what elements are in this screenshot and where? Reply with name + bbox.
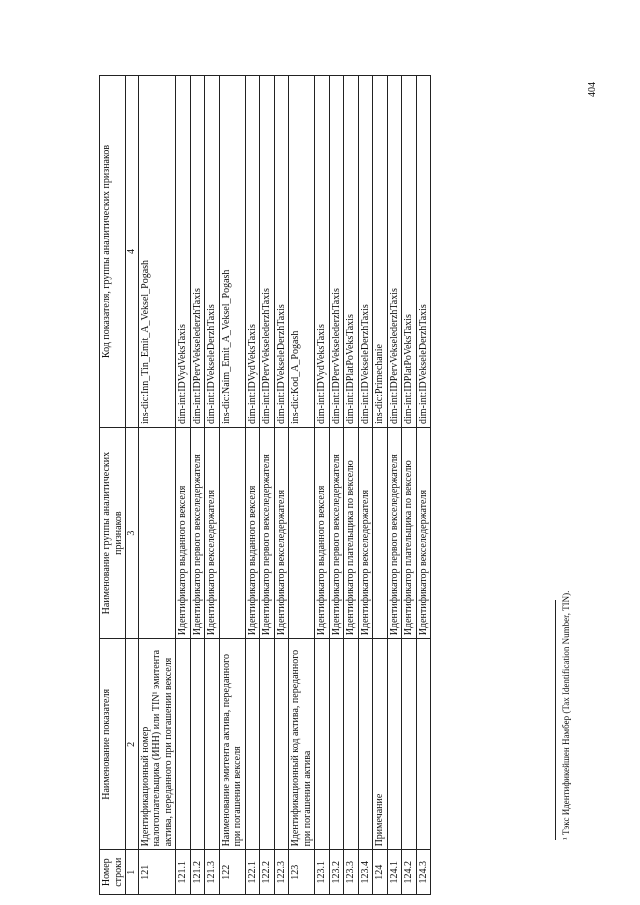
indicator-name: Примечание <box>373 639 388 850</box>
group-name: Идентификатор векселедержателя <box>274 428 289 639</box>
row-number: 122.1 <box>245 850 260 895</box>
indicator-code: dim-int:IDVekseleDerzhTaxis <box>274 76 289 428</box>
indicator-code: dim-int:IDPlatPoVeksTaxis <box>402 76 417 428</box>
row-number: 123.3 <box>344 850 359 895</box>
group-name: Идентификатор первого векселедержателя <box>190 428 205 639</box>
table-row <box>260 76 275 895</box>
group-name: Идентификатор первого векселедержателя <box>329 428 344 639</box>
row-number: 121 <box>138 850 176 895</box>
row-number: 121.2 <box>190 850 205 895</box>
group-name: Идентификатор выданного векселя <box>245 428 260 639</box>
col-index: 4 <box>126 76 139 428</box>
indicator-name: Наименование эмитента актива, переданного при погашении векселя <box>219 639 245 850</box>
indicator-code: dim-int:IDVekseleDerzhTaxis <box>358 76 373 428</box>
indicator-name <box>358 639 373 850</box>
col-index: 3 <box>126 428 139 639</box>
indicator-name: Идентификационный номер налогоплательщика (ИНН) или TIN¹ эмитента актива, переданного при погашении векселя <box>138 639 176 850</box>
indicator-code: ins-dic:Kod_A_Pogash <box>289 76 315 428</box>
group-name <box>219 428 245 639</box>
indicator-name <box>416 639 431 850</box>
group-name: Идентификатор выданного векселя <box>176 428 191 639</box>
group-name <box>138 428 176 639</box>
table-row <box>190 76 205 895</box>
row-number: 122.3 <box>274 850 289 895</box>
table-row <box>402 76 417 895</box>
indicators-table <box>99 75 431 895</box>
table-row <box>387 76 402 895</box>
group-name: Идентификатор выданного векселя <box>315 428 330 639</box>
table-header-row <box>100 76 126 895</box>
indicator-name: Идентификационный код актива, переданного при погашении актива <box>289 639 315 850</box>
table-row <box>315 76 330 895</box>
indicator-name <box>245 639 260 850</box>
table-row <box>176 76 191 895</box>
header-group-name: Наименование группы аналитических признаков <box>100 428 126 639</box>
indicator-code: dim-int:IDPervVekselederzhTaxis <box>260 76 275 428</box>
table-row <box>289 76 315 895</box>
indicator-code: dim-int:IDVydVeksTaxis <box>176 76 191 428</box>
header-row-number: Номер строки <box>100 850 126 895</box>
table-row <box>138 76 176 895</box>
indicator-code: dim-int:IDVydVeksTaxis <box>245 76 260 428</box>
group-name <box>289 428 315 639</box>
group-name: Идентификатор векселедержателя <box>416 428 431 639</box>
footnote-rule <box>555 600 556 840</box>
row-number: 121.3 <box>205 850 220 895</box>
indicator-name <box>315 639 330 850</box>
indicator-name <box>274 639 289 850</box>
indicator-code: dim-int:IDVekseleDerzhTaxis <box>205 76 220 428</box>
indicator-code: dim-int:IDVekseleDerzhTaxis <box>416 76 431 428</box>
table-row <box>329 76 344 895</box>
table-row <box>274 76 289 895</box>
page-number: 404 <box>587 82 598 98</box>
row-number: 123.1 <box>315 850 330 895</box>
row-number: 123.2 <box>329 850 344 895</box>
indicator-name <box>402 639 417 850</box>
indicator-name <box>176 639 191 850</box>
row-number: 123.4 <box>358 850 373 895</box>
group-name: Идентификатор плательщика по векселю <box>344 428 359 639</box>
group-name: Идентификатор первого векселедержателя <box>260 428 275 639</box>
row-number: 124.1 <box>387 850 402 895</box>
indicator-code: dim-int:IDPervVekselederzhTaxis <box>387 76 402 428</box>
row-number: 124.3 <box>416 850 431 895</box>
indicator-name <box>387 639 402 850</box>
group-name: Идентификатор первого векселедержателя <box>387 428 402 639</box>
indicator-name <box>329 639 344 850</box>
rotated-table-container <box>99 75 521 895</box>
indicator-code: dim-int:IDPlatPoVeksTaxis <box>344 76 359 428</box>
indicator-code: dim-int:IDPervVekselederzhTaxis <box>190 76 205 428</box>
row-number: 124 <box>373 850 388 895</box>
table-row <box>358 76 373 895</box>
indicator-name <box>205 639 220 850</box>
row-number: 124.2 <box>402 850 417 895</box>
indicator-name <box>260 639 275 850</box>
group-name: Идентификатор векселедержателя <box>358 428 373 639</box>
indicator-code: dim-int:IDPervVekselederzhTaxis <box>329 76 344 428</box>
row-number: 123 <box>289 850 315 895</box>
col-index: 2 <box>126 639 139 850</box>
table-row <box>344 76 359 895</box>
column-index-row <box>126 76 139 895</box>
indicator-code: ins-dic:Naim_Emit_A_Veksel_Pogash <box>219 76 245 428</box>
indicator-code: dim-int:IDVydVeksTaxis <box>315 76 330 428</box>
header-indicator-name: Наименование показателя <box>100 639 126 850</box>
table-row <box>245 76 260 895</box>
col-index: 1 <box>126 850 139 895</box>
indicator-name <box>190 639 205 850</box>
header-code: Код показателя, группы аналитических признаков <box>100 76 126 428</box>
group-name: Идентификатор плательщика по векселю <box>402 428 417 639</box>
row-number: 121.1 <box>176 850 191 895</box>
indicator-code: ins-dic:Primechanie <box>373 76 388 428</box>
indicator-code: ins-dic:Inn_Tin_Emit_A_Veksel_Pogash <box>138 76 176 428</box>
indicator-name <box>344 639 359 850</box>
footnote-text: ¹ Тэкс Идентификейшен Намбер (Tax Identification Number, TIN). <box>561 590 571 840</box>
table-row <box>205 76 220 895</box>
footnote <box>555 590 575 840</box>
row-number: 122 <box>219 850 245 895</box>
group-name <box>373 428 388 639</box>
group-name: Идентификатор векселедержателя <box>205 428 220 639</box>
table-row <box>219 76 245 895</box>
table-row <box>373 76 388 895</box>
table-body <box>138 76 431 895</box>
row-number: 122.2 <box>260 850 275 895</box>
table-row <box>416 76 431 895</box>
